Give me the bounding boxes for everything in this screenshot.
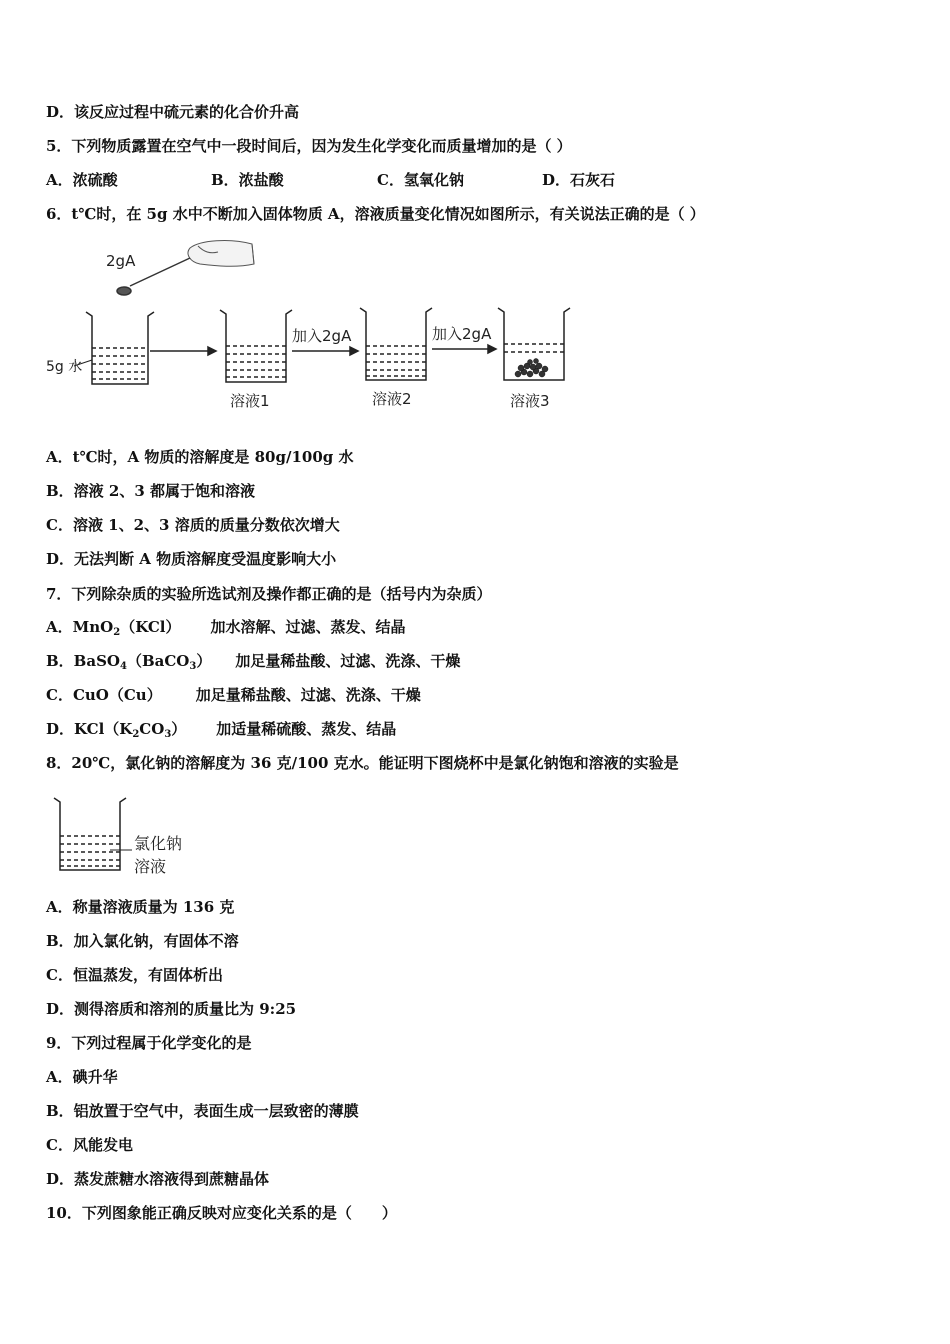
q5-option-d: D．石灰石 xyxy=(542,171,616,189)
q9-option-b: B．铝放置于空气中，表面生成一层致密的薄膜 xyxy=(46,1102,359,1120)
arrow-right-icon xyxy=(150,347,216,355)
precipitate-icon xyxy=(515,359,548,378)
question-10: 10．下列图象能正确反映对应变化关系的是（ ） xyxy=(46,1204,397,1222)
arrow-1-label: 加入2gA xyxy=(292,327,352,345)
hand-icon xyxy=(188,241,254,267)
q7d-close: ） xyxy=(171,720,187,738)
q7b-formula: B．BaSO xyxy=(46,652,120,670)
beaker-solution-1 xyxy=(220,310,292,382)
water-label: 5g 水 xyxy=(46,359,83,375)
q7b-subscript: 4 xyxy=(119,661,127,672)
beaker-water xyxy=(86,312,154,384)
solution-1-label: 溶液1 xyxy=(230,392,270,410)
q5-option-b: B．浓盐酸 xyxy=(211,171,284,189)
q7-option-a xyxy=(46,617,405,643)
q6-option-a: A．t℃时，A 物质的溶解度是 80g/100g 水 xyxy=(46,448,354,466)
q7b-subscript-2: 3 xyxy=(189,661,197,672)
q7-option-d xyxy=(46,719,396,745)
q7c-reagent: 加足量稀盐酸、过滤、洗涤、干燥 xyxy=(195,686,421,704)
q6-option-d: D．无法判断 A 物质溶解度受温度影响大小 xyxy=(46,550,337,568)
q5-option-c: C．氢氧化钠 xyxy=(377,171,464,189)
q9-option-a: A．碘升华 xyxy=(46,1068,118,1086)
question-6: 6．t℃时，在 5g 水中不断加入固体物质 A，溶液质量变化情况如图所示，有关说法正确的是（ ） xyxy=(46,205,705,223)
q7b-reagent: 加足量稀盐酸、过滤、洗涤、干燥 xyxy=(235,652,461,670)
arrow-2-label: 加入2gA xyxy=(432,325,492,343)
q7d-reagent: 加适量稀硫酸、蒸发、结晶 xyxy=(216,720,397,738)
q7b-close: ） xyxy=(196,652,212,670)
q9-option-d: D．蒸发蔗糖水溶液得到蔗糖晶体 xyxy=(46,1170,270,1188)
q8-option-b: B．加入氯化钠，有固体不溶 xyxy=(46,932,239,950)
beaker-nacl xyxy=(54,798,126,870)
q8-figure xyxy=(50,792,210,882)
nacl-label-2: 溶液 xyxy=(134,857,167,876)
q8-option-c: C．恒温蒸发，有固体析出 xyxy=(46,966,223,984)
q7d-subscript: 2 xyxy=(132,729,140,740)
q7d-formula: D．KCl（K xyxy=(46,720,133,738)
q6-option-b: B．溶液 2、3 都属于饱和溶液 xyxy=(46,482,255,500)
nacl-label-1: 氯化钠 xyxy=(134,834,183,853)
solution-2-label: 溶液2 xyxy=(372,390,412,408)
q7d-subscript-2: 3 xyxy=(164,729,172,740)
q8-option-d: D．测得溶质和溶剂的质量比为 9:25 xyxy=(46,1000,297,1018)
q8-option-a: A．称量溶液质量为 136 克 xyxy=(46,898,235,916)
beaker-solution-2 xyxy=(360,308,432,380)
q7a-reagent: 加水溶解、过滤、蒸发、结晶 xyxy=(210,618,406,636)
q7d-impurity: CO xyxy=(139,720,165,738)
spoon-label: 2gA xyxy=(106,252,136,270)
q6-figure xyxy=(40,236,580,416)
q7-option-c xyxy=(46,685,421,705)
question-8: 8．20℃，氯化钠的溶解度为 36 克/100 克水。能证明下图烧杯中是氯化钠饱和溶液的实验是 xyxy=(46,754,679,772)
question-7: 7．下列除杂质的实验所选试剂及操作都正确的是（括号内为杂质） xyxy=(46,585,492,603)
q7c-formula: C．CuO（Cu） xyxy=(46,686,162,704)
question-5: 5．下列物质露置在空气中一段时间后，因为发生化学变化而质量增加的是（ ） xyxy=(46,137,572,155)
q7-option-b xyxy=(46,651,460,677)
solution-3-label: 溶液3 xyxy=(510,392,550,410)
q6-option-c: C．溶液 1、2、3 溶质的质量分数依次增大 xyxy=(46,516,340,534)
q7b-impurity: （BaCO xyxy=(126,652,190,670)
arrow-right-icon xyxy=(432,345,496,353)
q7a-subscript: 2 xyxy=(113,627,121,638)
arrow-right-icon xyxy=(292,347,358,355)
q7a-impurity: （KCl） xyxy=(120,618,181,636)
q4-option-d: D．该反应过程中硫元素的化合价升高 xyxy=(46,103,300,121)
q7a-formula: A．MnO xyxy=(46,618,114,636)
question-9: 9．下列过程属于化学变化的是 xyxy=(46,1034,252,1052)
q9-option-c: C．风能发电 xyxy=(46,1136,133,1154)
q5-option-a: A．浓硫酸 xyxy=(46,171,118,189)
